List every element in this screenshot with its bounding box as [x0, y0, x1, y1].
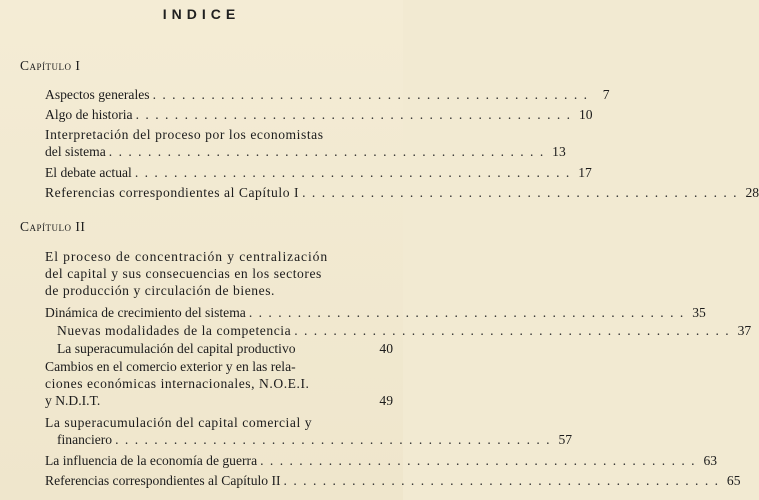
toc-page-number: 17	[578, 165, 592, 180]
toc-entry-line: Interpretación del proceso por los economistas	[45, 127, 324, 142]
dot-leader: . . . . . . . . . . . . . . . . . . . . . . . . . . . . . . . . . . . . . . . . . . . . .	[108, 144, 545, 159]
page-title: INDICE	[162, 6, 241, 22]
toc-entry-line: de producción y circulación de bienes.	[45, 283, 276, 298]
toc-entry-algo-de-historia[interactable]	[45, 106, 593, 123]
toc-entry-title: El debate actual	[45, 165, 132, 180]
toc-entry-title: Referencias correspondientes al Capítulo I	[45, 185, 300, 200]
toc-page-number: 40	[379, 341, 393, 356]
toc-page-number: 49	[379, 393, 393, 408]
toc-entry-superacumulacion-productivo[interactable]	[57, 340, 393, 357]
toc-entry-referencias-cap-2[interactable]	[45, 472, 741, 489]
toc-entry-line: del capital y sus consecuencias en los sectores	[45, 266, 322, 281]
dot-leader: . . . . . . . . . . . . . . . . . . . . . . . . . . . . . . . . . . . . . . . . . . . . .	[115, 432, 552, 447]
dot-leader: . . . . . . . . . . . . . . . . . . . . . . . . . . . . . . . . . . . . . . . . . . . . .	[135, 107, 572, 122]
chapter-heading-1: Capítulo I	[20, 58, 81, 73]
dot-leader: . . . . . . . . . . . . . . . . . . . . . . . . . . . . . . . . . . . . . . . . . . . . .	[134, 165, 571, 180]
toc-entry-aspectos-generales[interactable]	[45, 86, 610, 103]
toc-page-number: 10	[578, 107, 593, 122]
dot-leader: . . . . . . . . . . . . . . . . . . . . . . . . . . . . . . . . . . . . . . . . . . . . .	[260, 453, 697, 468]
toc-entry-nuevas-modalidades[interactable]	[57, 322, 752, 339]
dot-leader: . . . . . . . . . . . . . . . . . . . . . . . . . . . . . . . . . . . . . . . . . . . . .	[248, 305, 685, 320]
toc-entry-title: Dinámica de crecimiento del sistema	[45, 305, 246, 320]
toc-entry-interpretacion[interactable]	[45, 126, 566, 160]
toc-entry-debate-actual[interactable]	[45, 164, 592, 181]
toc-entry-economia-guerra[interactable]	[45, 452, 718, 469]
toc-page-number: 37	[737, 323, 752, 338]
toc-entry-dinamica-crecimiento[interactable]	[45, 304, 706, 321]
toc-entry-line: El proceso de concentración y centralización	[45, 249, 329, 264]
dot-leader: . . . . . . . . . . . . . . . . . . . . . . . . . . . . . . . . . . . . . . . . . . . . .	[294, 323, 731, 338]
chapter-heading-2: Capítulo II	[20, 219, 86, 234]
toc-entry-line: Cambios en el comercio exterior y en las rela-	[45, 359, 296, 374]
toc-entry-proceso-concentracion[interactable]	[45, 248, 393, 299]
toc-page-number: 28	[745, 185, 759, 200]
toc-entry-cambios-comercio-exterior[interactable]	[45, 358, 393, 409]
toc-page-number: 57	[558, 432, 573, 447]
toc-page-number: 13	[552, 144, 566, 159]
toc-page-number: 63	[703, 453, 718, 468]
toc-page-number: 65	[726, 473, 741, 488]
toc-entry-title: Algo de historia	[45, 107, 133, 122]
dot-leader: . . . . . . . . . . . . . . . . . . . . . . . . . . . . . . . . . . . . . . . . . . . . .	[302, 185, 739, 200]
toc-entry-title: Aspectos generales	[45, 87, 150, 102]
toc-entry-title: del sistema	[45, 144, 106, 159]
toc-page-number: 35	[692, 305, 706, 320]
toc-entry-line: La superacumulación del capital comercial y	[45, 415, 313, 430]
toc-entry-title: La superacumulación del capital productivo	[57, 341, 296, 356]
toc-entry-line: ciones económicas internacionales, N.O.E.I.	[45, 376, 310, 391]
toc-entry-title: Referencias correspondientes al Capítulo II	[45, 473, 281, 488]
toc-entry-title: La influencia de la economía de guerra	[45, 453, 258, 468]
toc-entry-title: Nuevas modalidades de la competencia	[57, 323, 292, 338]
toc-entry-title: y N.D.I.T.	[45, 393, 101, 408]
toc-entry-superacumulacion-comercial[interactable]	[45, 414, 573, 448]
dot-leader: . . . . . . . . . . . . . . . . . . . . . . . . . . . . . . . . . . . . . . . . . . . . .	[283, 473, 720, 488]
toc-entry-title: financiero	[57, 432, 113, 447]
dot-leader: . . . . . . . . . . . . . . . . . . . . . . . . . . . . . . . . . . . . . . . . . . . . .	[152, 87, 589, 102]
toc-page-number: 7	[602, 87, 610, 102]
toc-entry-referencias-cap-1[interactable]	[45, 184, 759, 201]
